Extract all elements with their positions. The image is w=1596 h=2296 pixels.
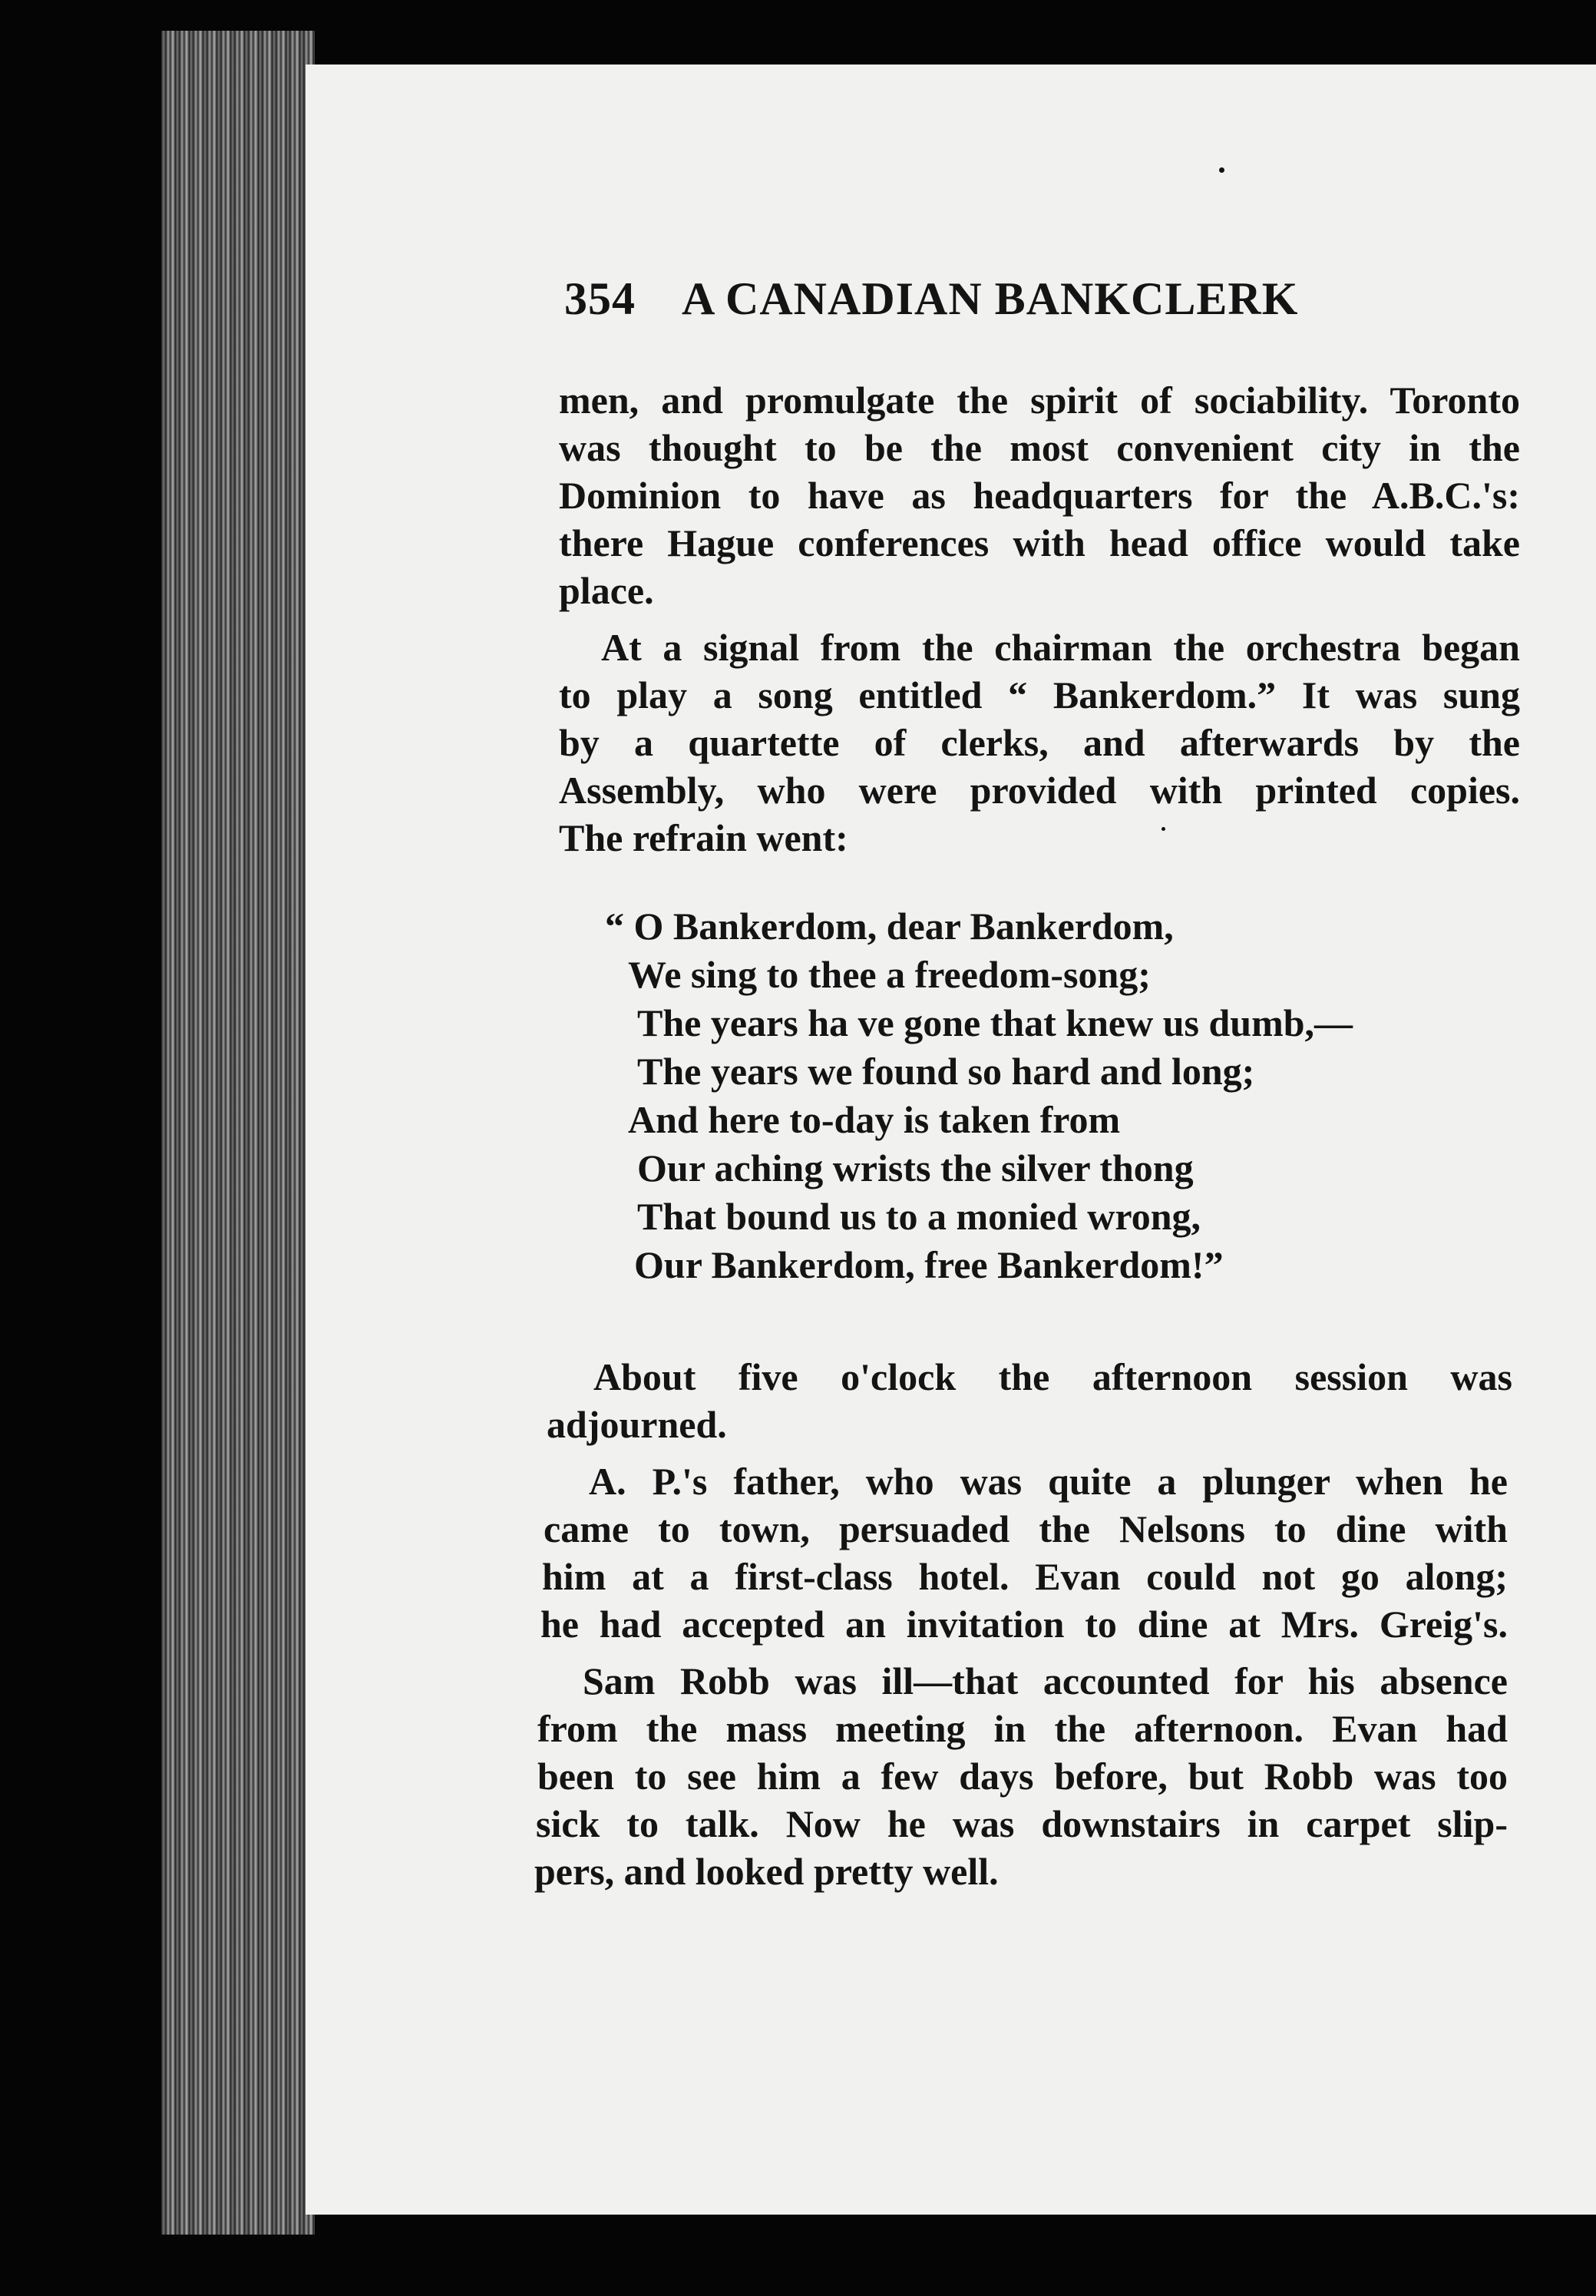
- paragraph-1-line-1: men, and promulgate the spirit of sociability. Toronto: [559, 379, 1520, 422]
- page-number: 354: [564, 273, 636, 324]
- paragraph-1-line-4: there Hague conferences with head office would take: [559, 521, 1520, 564]
- verse-line-7: That bound us to a monied wrong,: [637, 1195, 1201, 1238]
- book-page-edges: [161, 31, 315, 2235]
- paragraph-5-line-4: sick to talk. Now he was downstairs in carpet slip-: [536, 1802, 1508, 1845]
- paragraph-3-line-2: adjourned.: [547, 1403, 727, 1446]
- verse-line-5: And here to-day is taken from: [628, 1098, 1121, 1141]
- verse-line-2: We sing to thee a freedom-song;: [628, 953, 1151, 996]
- paragraph-5-line-5: pers, and looked pretty well.: [534, 1850, 999, 1893]
- verse-line-1: “ O Bankerdom, dear Bankerdom,: [605, 905, 1174, 948]
- paragraph-1-line-2: was thought to be the most convenient city in the: [559, 426, 1520, 469]
- paragraph-3-line-1: About five o'clock the afternoon session was: [593, 1355, 1512, 1398]
- paragraph-4-line-4: he had accepted an invitation to dine at Mrs. Greig's.: [540, 1603, 1508, 1646]
- paragraph-1-line-5: place.: [559, 569, 654, 612]
- running-head: [564, 273, 1298, 326]
- paragraph-2-line-1: At a signal from the chairman the orchestra began: [601, 626, 1520, 669]
- paragraph-1-line-3: Dominion to have as headquarters for the A.B.C.'s:: [559, 474, 1520, 517]
- print-speck: [1219, 167, 1224, 173]
- book-title: A CANADIAN BANKCLERK: [682, 273, 1299, 324]
- paragraph-4-line-1: A. P.'s father, who was quite a plunger when he: [589, 1460, 1508, 1503]
- paragraph-5-line-1: Sam Robb was ill—that accounted for his absence: [583, 1659, 1508, 1702]
- verse-line-6: Our aching wrists the silver thong: [637, 1146, 1194, 1189]
- paragraph-5-line-3: been to see him a few days before, but Robb was too: [537, 1755, 1508, 1798]
- paragraph-2-line-5: The refrain went:: [559, 816, 848, 859]
- verse-line-4: The years we found so hard and long;: [637, 1050, 1255, 1093]
- paragraph-2-line-4: Assembly, who were provided with printed copies.: [559, 769, 1520, 812]
- paragraph-4-line-3: him at a first-class hotel. Evan could not go along;: [542, 1555, 1508, 1598]
- paragraph-5-line-2: from the mass meeting in the afternoon. Evan had: [537, 1707, 1508, 1750]
- paragraph-2-line-2: to play a song entitled “ Bankerdom.” It was sung: [559, 673, 1520, 716]
- verse-line-3: The years ha ve gone that knew us dumb,—: [637, 1001, 1353, 1044]
- verse-line-8: Our Bankerdom, free Bankerdom!”: [634, 1243, 1224, 1286]
- paragraph-4-line-2: came to town, persuaded the Nelsons to dine with: [544, 1507, 1508, 1550]
- paragraph-2-line-3: by a quartette of clerks, and afterwards by the: [559, 721, 1520, 764]
